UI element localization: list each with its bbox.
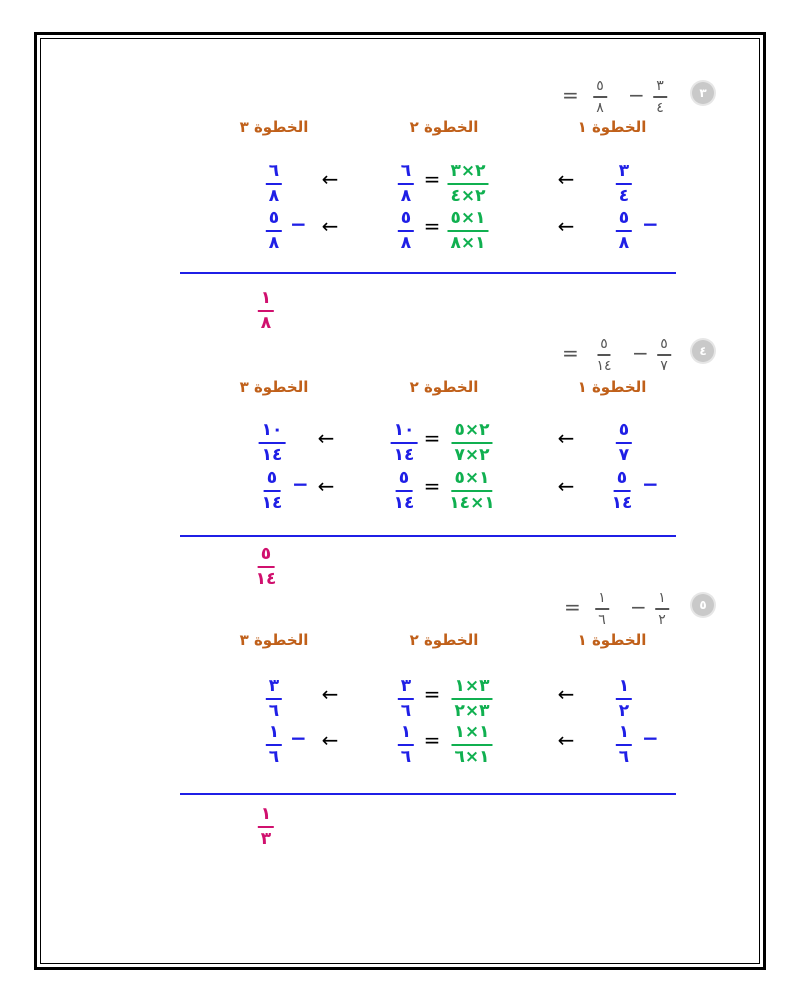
step3-fraction-row1: ٦ ٨ <box>266 163 282 205</box>
equals-sign: = <box>562 83 579 107</box>
step-2-label: الخطوة ٢ <box>409 378 479 396</box>
minus-sign: − <box>642 472 659 496</box>
step3-fraction-row2: ٥ ٨ <box>266 210 282 252</box>
arrow-icon: ← <box>317 474 335 498</box>
step1-fraction-row2: ٥ ١٤ <box>611 468 633 513</box>
minus-sign: − <box>642 212 659 236</box>
equals-sign: = <box>423 682 441 706</box>
step2-result-row1: ٦ ٨ <box>398 163 414 205</box>
result-divider <box>180 793 676 795</box>
result-divider <box>180 272 676 274</box>
arrow-icon: ← <box>317 426 335 450</box>
arrow-icon: ← <box>557 214 575 238</box>
step3-fraction-row2: ١ ٦ <box>266 724 282 766</box>
step2-result-row1: ٣ ٦ <box>398 678 414 720</box>
arrow-icon: ← <box>557 426 575 450</box>
given-fraction-a: ١ ٢ <box>655 591 669 627</box>
minus-sign: − <box>628 83 645 107</box>
answer-fraction: ٥ ١٤ <box>255 544 277 589</box>
minus-sign: − <box>630 595 647 619</box>
step1-fraction-row2: ١ ٦ <box>616 724 632 766</box>
step2-multiplication-row1: ٢×٥ ٢×٧ <box>451 422 492 464</box>
arrow-icon: ← <box>321 682 339 706</box>
step1-fraction-row1: ٥ ٧ <box>616 422 632 464</box>
step2-result-row2: ٥ ٨ <box>398 210 414 252</box>
arrow-icon: ← <box>321 214 339 238</box>
step2-multiplication-row1: ٢×٣ ٢×٤ <box>447 163 488 205</box>
step3-fraction-row2: ٥ ١٤ <box>261 468 283 513</box>
problem-number-badge: ٣ <box>692 82 714 104</box>
step-2-label: الخطوة ٢ <box>409 118 479 136</box>
step2-result-row1: ١٠ ١٤ <box>391 422 418 464</box>
equals-sign: = <box>423 214 441 238</box>
answer-fraction: ١ ٣ <box>258 806 274 848</box>
step2-result-row2: ١ ٦ <box>398 724 414 766</box>
problem-number-badge: ٥ <box>692 594 714 616</box>
equals-sign: = <box>423 167 441 191</box>
arrow-icon: ← <box>321 167 339 191</box>
minus-sign: − <box>632 341 649 365</box>
step1-fraction-row2: ٥ ٨ <box>616 210 632 252</box>
step2-result-row2: ٥ ١٤ <box>393 468 415 513</box>
step3-fraction-row1: ١٠ ١٤ <box>259 422 286 464</box>
given-fraction-a: ٥ ٧ <box>657 337 671 373</box>
step-3-label: الخطوة ٣ <box>239 378 309 396</box>
step-1-label: الخطوة ١ <box>577 378 647 396</box>
answer-fraction: ١ ٨ <box>258 290 274 332</box>
step-1-label: الخطوة ١ <box>577 631 647 649</box>
step2-multiplication-row2: ١×١ ١×٦ <box>451 724 492 766</box>
step-3-label: الخطوة ٣ <box>239 118 309 136</box>
given-fraction-b: ١ ٦ <box>595 591 609 627</box>
minus-sign: − <box>292 472 309 496</box>
step3-fraction-row1: ٣ ٦ <box>266 678 282 720</box>
step1-fraction-row1: ٣ ٤ <box>616 163 632 205</box>
step-3-label: الخطوة ٣ <box>239 631 309 649</box>
step2-multiplication-row1: ٣×١ ٣×٢ <box>451 678 492 720</box>
equals-sign: = <box>423 728 441 752</box>
problem-number-badge: ٤ <box>692 340 714 362</box>
minus-sign: − <box>290 212 307 236</box>
step2-multiplication-row2: ١×٥ ١×٨ <box>447 210 488 252</box>
arrow-icon: ← <box>321 728 339 752</box>
equals-sign: = <box>564 595 581 619</box>
given-fraction-b: ٥ ٨ <box>593 79 607 115</box>
given-fraction-b: ٥ ١٤ <box>596 336 612 374</box>
arrow-icon: ← <box>557 167 575 191</box>
step1-fraction-row1: ١ ٢ <box>616 678 632 720</box>
equals-sign: = <box>423 474 441 498</box>
arrow-icon: ← <box>557 682 575 706</box>
step-2-label: الخطوة ٢ <box>409 631 479 649</box>
step-1-label: الخطوة ١ <box>577 118 647 136</box>
arrow-icon: ← <box>557 474 575 498</box>
given-fraction-a: ٣ ٤ <box>653 79 667 115</box>
equals-sign: = <box>423 426 441 450</box>
minus-sign: − <box>642 726 659 750</box>
arrow-icon: ← <box>557 728 575 752</box>
equals-sign: = <box>562 341 579 365</box>
result-divider <box>180 535 676 537</box>
step2-multiplication-row2: ١×٥ ١×١٤ <box>449 468 495 513</box>
minus-sign: − <box>290 726 307 750</box>
